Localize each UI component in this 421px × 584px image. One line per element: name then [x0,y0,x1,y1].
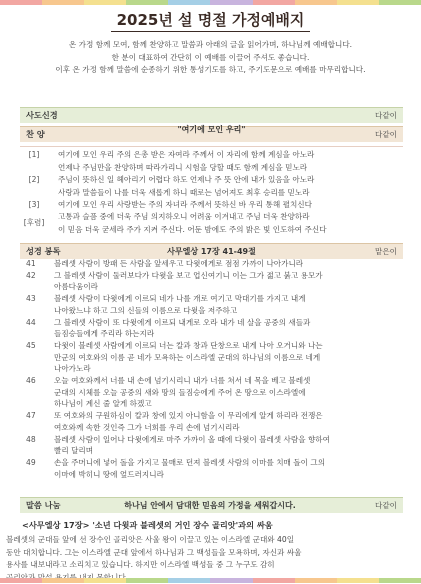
stripe-segment [253,578,295,583]
verse-line: 손을 주머니에 넣어 돌을 가지고 물매로 던져 블레셋 사람의 이마를 치매 돌이 그의 [54,457,326,467]
stripe-segment [0,0,42,5]
hymn-verse-number: [1] [28,150,40,159]
stripe-segment [0,578,42,583]
bottom-color-stripe [0,578,421,583]
verse-line: 다윗이 블레셋 사람에게 이르되 너는 칼과 창과 단창으로 내게 나아 오거니와 나는 [54,340,323,350]
page-title: 2025년 설 명절 가정예배지 [0,9,421,32]
verse-line: 그 블레셋 사람이 둘러보다가 다윗을 보고 업신여기니 이는 그가 젊고 붉고 용모가 [54,270,323,280]
hymn-line: 여기에 모인 우리 주의 은총 받은 자여라 주께서 이 자리에 함께 계심을 아노라 [58,150,315,159]
stripe-segment [379,0,421,5]
verse-line: 군대의 시체를 오늘 공중의 새와 땅의 들짐승에게 주어 온 땅으로 이스라엘에 [54,387,306,397]
verse-line: 나아왔느냐 하고 그의 신들의 이름으로 다윗을 저주하고 [54,305,238,315]
message-theme: 하나님 안에서 담대한 믿음의 가정을 세워갑시다. [124,501,296,510]
top-color-stripe [0,0,421,5]
hymn-line: 고통과 슬픔 중에 더욱 주님 의지하오니 어려움 이겨내고 주님 더욱 찬양하라 [58,212,310,221]
verse-number: 49 [26,457,36,467]
stripe-segment [126,0,168,5]
stripe-segment [84,0,126,5]
stripe-segment [84,578,126,583]
stripe-segment [337,578,379,583]
story-line: 동안 대치합니다. 그는 이스라엘 군대 앞에서 하나님과 그 백성들을 모욕하며, 자신과 싸울 [6,547,302,557]
intro-text [6,39,415,77]
verse-line: 나아가노라 [54,364,91,374]
verse-line: 그 블레셋 사람이 또 다윗에게 이르되 내게로 오라 내가 네 살을 공중의 새들과 [54,317,311,327]
verse-number: 42 [26,270,36,280]
verse-number: 43 [26,294,36,304]
message-label: 말씀 나눔 [26,500,61,510]
intro-line: 이후 온 가정 함께 말씀에 순종하기 위한 통성기도를 하고, 주기도문으로 예배를 마무리합니다. [55,65,366,74]
hymn-line: 주님이 뜻하신 일 헤아리기 어렵다 하도 언제나 주 뜻 안에 내가 있음을 아노라 [58,175,315,184]
reading-label: 성경 봉독 [26,246,61,256]
verse-line: 또 여호와의 구원하심이 칼과 창에 있지 아니함을 이 무리에게 알게 하리라 전쟁은 [54,411,323,421]
stripe-segment [379,578,421,583]
hymn-leader: 다같이 [374,130,397,139]
verse-line: 블레셋 사람이 일어나 다윗에게로 마주 가까이 올 때에 다윗이 블레셋 사람을 향하여 [54,434,330,444]
verse-line: 만군의 여호와의 이름 곧 네가 모욕하는 이스라엘 군대의 하나님의 이름으로 네게 [54,352,321,362]
verse-number: 45 [26,340,36,350]
reading-leader: 맡은이 [374,247,397,256]
stripe-segment [168,0,210,5]
hymn-verse-number: [3] [28,200,40,209]
verse-line: 블레셋 사람이 다윗에게 이르되 네가 나를 개로 여기고 막대기를 가지고 내게 [54,294,306,304]
confession-bar [20,107,403,123]
verse-line: 들짐승들에게 주리라 하는지라 [54,329,155,339]
story-line: 블레셋의 군대들 앞에 선 장수인 골리앗은 사울 왕이 이끌고 있는 이스라엘 군대와 40일 [6,535,295,544]
verse-number: 44 [26,317,36,327]
stripe-segment [210,578,252,583]
verse-line: 하나님이 계신 줄 알게 하겠고 [54,399,152,409]
verse-line: 이마에 박히니 땅에 엎드러지니라 [54,469,164,479]
stripe-segment [295,0,337,5]
stripe-segment [42,578,84,583]
message-leader: 다같이 [374,501,397,510]
stripe-segment [42,0,84,5]
hymn-label: 찬 양 [26,129,45,139]
verse-number: 48 [26,434,36,444]
story-line: 용사를 내보내라고 소리치고 있습니다. 하지만 이스라엘 백성들 중 그 누구도 감히 [6,560,275,570]
stripe-segment [126,578,168,583]
verse-number: 47 [26,411,36,421]
hymn-line: 언제나 주님만을 찬양하며 따라가리니 시험을 당할 때도 함께 계심을 믿노라 [58,162,308,172]
verse-line: 여호와께 속한 것인즉 그가 너희를 우리 손에 넘기시리라 [54,422,240,432]
confession-leader: 다같이 [374,111,397,120]
confession-label: 사도신경 [26,110,58,120]
hymn-verse-number: [2] [28,175,40,184]
verse-line: 아름다움이라 [54,282,99,292]
verse-number: 41 [26,259,36,268]
hymn-line: 사랑과 말씀들이 나를 더욱 새롭게 하니 때로는 넘어져도 최후 승리를 믿노라 [58,187,310,197]
stripe-segment [337,0,379,5]
hymn-chorus-label: [후렴] [23,218,45,227]
stripe-segment [295,578,337,583]
hymn-lyrics [20,146,403,243]
intro-line: 온 가정 함께 모여, 함께 찬양하고 말씀과 아래의 글을 읽어가며, 하나님께 예배합니다. [68,40,353,49]
intro-line: 한 분이 대표하여 간단히 이 예배를 이끌어 주셔도 좋습니다. [111,52,310,62]
stripe-segment [168,578,210,583]
story-text [6,534,416,584]
stripe-segment [253,0,295,5]
message-bar [20,497,403,513]
hymn-line: 이 믿음 더욱 굳세라 주가 지켜 주신다. 어둔 밤에도 주의 밝은 빛 인도하여 주신다 [58,224,327,234]
hymn-line: 여기에 모인 우리 사랑받는 주의 자녀라 주께서 뜻하신 바 우리 통해 펼치신다 [58,200,312,209]
verse-line: 빨리 달리며 [54,446,94,456]
story-title: <사무엘상 17장> '소년 다윗과 블레셋의 거인 장수 골리앗'과의 싸움 [22,520,273,530]
reading-passage: 사무엘상 17장 41-49절 [167,247,256,256]
stripe-segment [210,0,252,5]
hymn-title: "여기에 모인 우리" [177,125,246,134]
verse-line: 오늘 여호와께서 너를 내 손에 넘기시리니 내가 너를 쳐서 네 목을 베고 블레셋 [54,376,311,385]
reading-bar [20,243,403,259]
verse-number: 46 [26,376,36,385]
verse-line: 블레셋 사람이 방패 든 사람을 앞세우고 다윗에게로 점점 가까이 나아가니라 [54,259,304,268]
hymn-bar [20,126,403,142]
